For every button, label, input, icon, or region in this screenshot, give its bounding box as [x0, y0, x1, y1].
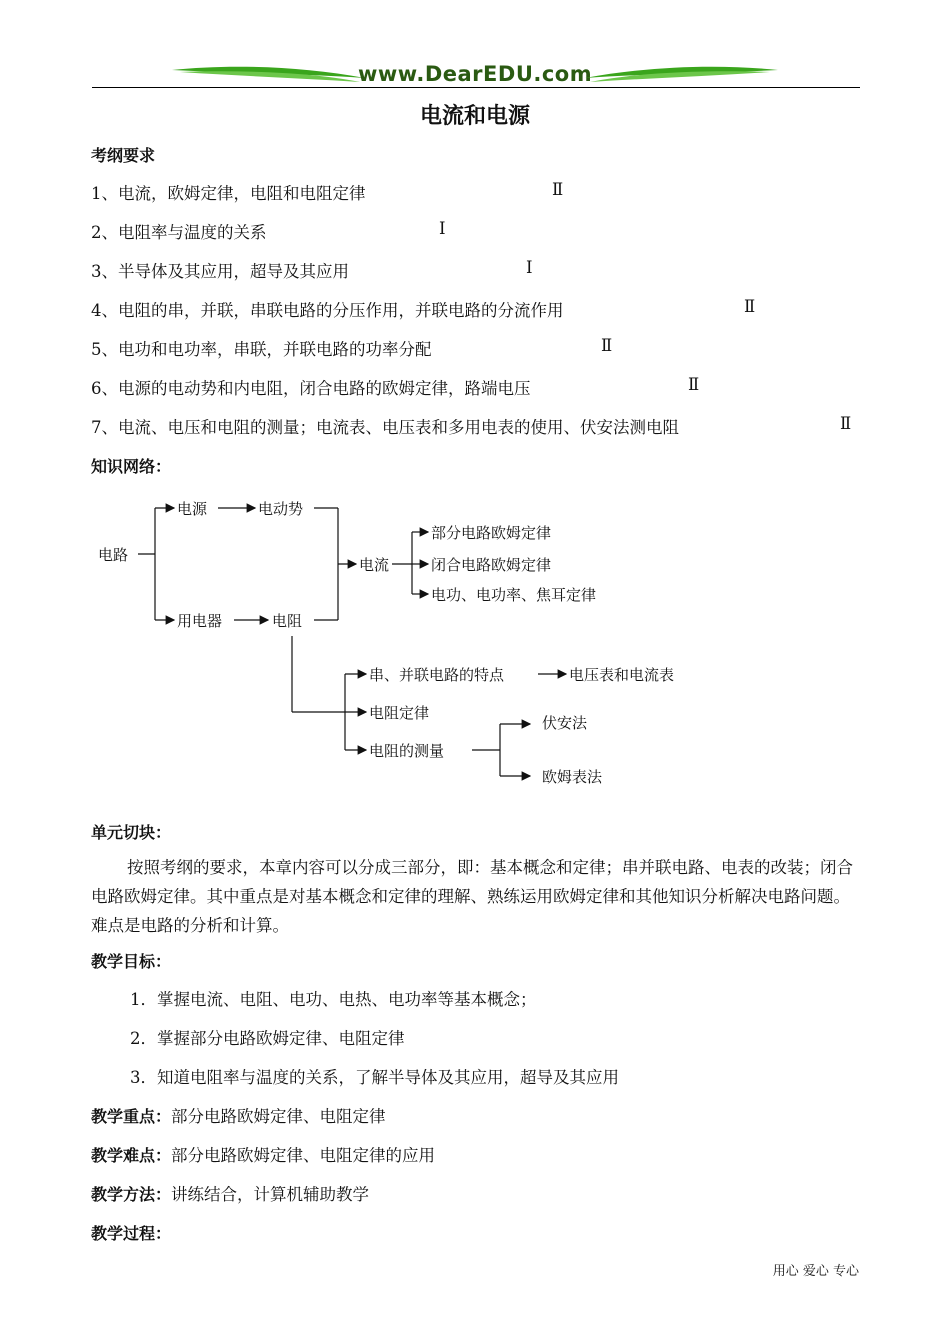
- node-ohmmeter: 欧姆表法: [542, 768, 603, 786]
- node-measure: 电阻的测量: [369, 742, 445, 760]
- difficulty: [91, 1142, 435, 1166]
- banner-swoosh-right: [580, 62, 780, 88]
- syllabus-heading: 考纲要求: [91, 146, 156, 165]
- unit-heading: 单元切块：: [91, 823, 172, 842]
- node-partial-ohm: 部分电路欧姆定律: [431, 524, 552, 542]
- syllabus-item: 3、半导体及其应用，超导及其应用: [91, 262, 349, 281]
- node-voltammetry: 伏安法: [542, 714, 588, 732]
- node-emf: 电动势: [258, 500, 304, 518]
- key-point: [91, 1103, 386, 1127]
- node-meters: 电压表和电流表: [569, 666, 675, 684]
- node-closed-ohm: 闭合电路欧姆定律: [431, 556, 552, 574]
- footer-text: 用心 爱心 专心: [772, 1264, 859, 1279]
- node-current: 电流: [359, 556, 390, 574]
- key-point-label: 教学重点：: [91, 1107, 172, 1126]
- method: [91, 1181, 369, 1205]
- node-series-parallel: 串、并联电路的特点: [369, 666, 505, 684]
- node-power-joule: 电功、电功率、焦耳定律: [431, 586, 597, 604]
- syllabus-grade: Ⅱ: [744, 297, 756, 316]
- node-source: 电源: [177, 500, 208, 518]
- goal-item: 1．掌握电流、电阻、电功、电热、电功率等基本概念；: [130, 990, 537, 1009]
- knowledge-heading: 知识网络：: [91, 457, 172, 476]
- syllabus-grade: Ⅱ: [840, 414, 852, 433]
- syllabus-grade: Ⅱ: [688, 375, 700, 394]
- node-circuit: 电路: [98, 546, 129, 564]
- process-heading: 教学过程：: [91, 1224, 172, 1243]
- syllabus-item: 4、电阻的串，并联，串联电路的分压作用，并联电路的分流作用: [91, 301, 564, 320]
- syllabus-grade: Ⅱ: [601, 336, 613, 355]
- header-banner: [170, 62, 780, 88]
- difficulty-label: 教学难点：: [91, 1146, 172, 1165]
- method-text: 讲练结合，计算机辅助教学: [171, 1185, 370, 1204]
- page-title: 电流和电源: [419, 104, 530, 129]
- syllabus-item: 6、电源的电动势和内电阻，闭合电路的欧姆定律，路端电压: [91, 379, 531, 398]
- header-rule: [92, 87, 860, 88]
- key-point-text: 部分电路欧姆定律、电阻定律: [171, 1107, 386, 1126]
- node-resistance-law: 电阻定律: [369, 704, 430, 722]
- syllabus-item: 7、电流、电压和电阻的测量；电流表、电压表和多用电表的使用、伏安法测电阻: [91, 418, 679, 437]
- goal-item: 3．知道电阻率与温度的关系，了解半导体及其应用，超导及其应用: [130, 1068, 619, 1087]
- goals-heading: 教学目标：: [91, 952, 172, 971]
- node-appliance: 用电器: [177, 612, 223, 630]
- goal-item: 2．掌握部分电路欧姆定律、电阻定律: [130, 1029, 405, 1048]
- method-label: 教学方法：: [91, 1185, 172, 1204]
- banner-text: www.DearEDU.com: [358, 62, 593, 86]
- syllabus-item: 2、电阻率与温度的关系: [91, 223, 267, 242]
- syllabus-grade: Ⅰ: [439, 219, 446, 238]
- knowledge-diagram: [90, 488, 730, 798]
- node-resistance: 电阻: [272, 612, 303, 630]
- syllabus-item: 1、电流，欧姆定律，电阻和电阻定律: [91, 184, 366, 203]
- syllabus-grade: Ⅱ: [552, 180, 564, 199]
- difficulty-text: 部分电路欧姆定律、电阻定律的应用: [171, 1146, 436, 1165]
- banner-swoosh-left: [170, 62, 370, 88]
- syllabus-item: 5、电功和电功率，串联，并联电路的功率分配: [91, 340, 432, 359]
- unit-paragraph: 按照考纲的要求，本章内容可以分成三部分，即：基本概念和定律；串并联电路、电表的改装；闭合电路欧姆定律。其中重点是对基本概念和定律的理解、熟练运用欧姆定律和其他知识分析解决电路问题。难点是电路的分析和计算。: [91, 858, 853, 935]
- syllabus-grade: Ⅰ: [526, 258, 533, 277]
